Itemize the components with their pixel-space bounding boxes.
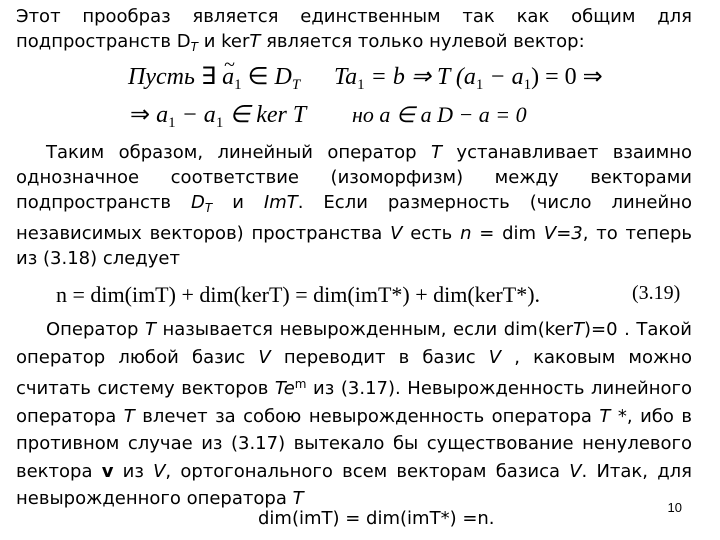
page-number: 10 (667, 500, 682, 515)
equation-garbled: но a ∈ a D − a = 0 (352, 102, 527, 127)
equation-3-19: n = dim(imT) + dim(kerT) = dim(imT*) + dim(kerT*). (56, 282, 541, 307)
intro-line-1: Этот прообраз является единственным так как общим для (16, 6, 692, 27)
paragraph-nondegenerate: Оператор T называется невырожденным, если dim(kerT)=0 . Такой оператор любой базис V переводит в базис V , каковым можно считать систему векторов Te$^m$ из (3.17). Невырожденность линейного оператора T влечет за собою невырожденность оператора T *, ибо в противном случае из (3.17) вытекало бы существование ненулевого вектора v из V, ортогонального всем векторам базиса V. Итак, для невырожденного оператора T (16, 319, 693, 509)
conclusion-formula: dim(imT) = dim(imT*) =n. (258, 508, 495, 529)
equation-kernel: ⇒ $a_1 - a_1$ ∈ ker T (130, 102, 307, 131)
equation-ta: $Ta_1 = b$ ⇒ T $(a_1 - a_1) = 0$ ⇒ (334, 64, 603, 93)
intro-line-2: подпространств $D_T$ и kerT является только нулевой вектор: (16, 31, 585, 54)
paragraph-isomorphism: Таким образом, линейный оператор T устанавливает взаимно однозначное соответствие (изоморфизм) между векторами подпространств $D_T$ и ImT. Если размерность (число линейно независимых векторов) пространства V есть n = dim V=3, то теперь из (3.18) следует (16, 142, 692, 269)
equation-pust: Пусть ∃ ~ $a_1$ ∈ $D_T$ (128, 62, 300, 100)
equation-number: (3.19) (632, 282, 681, 304)
paragraph-intro (16, 4, 692, 60)
